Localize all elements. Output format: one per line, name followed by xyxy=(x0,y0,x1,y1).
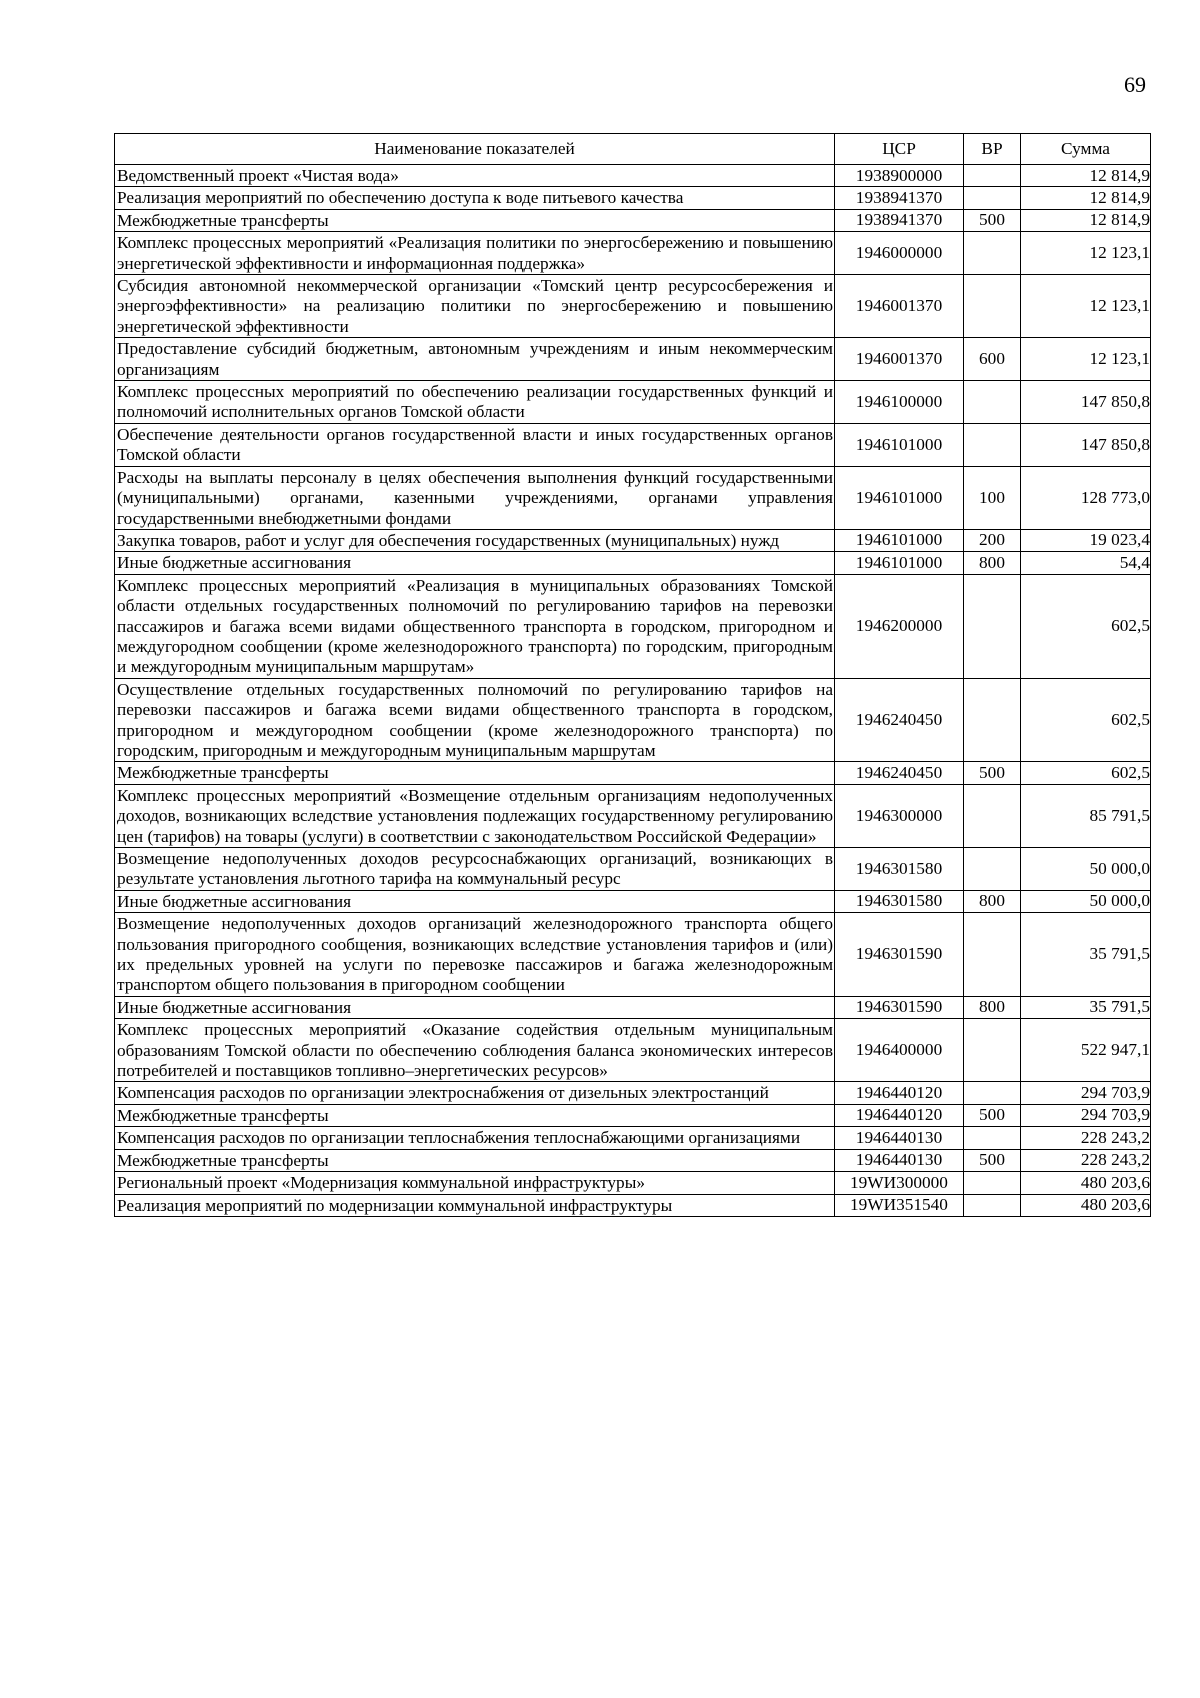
cell-sum: 128 773,0 xyxy=(1021,466,1151,529)
cell-csr: 1946240450 xyxy=(835,762,964,784)
cell-name: Иные бюджетные ассигнования xyxy=(115,890,835,912)
cell-sum: 19 023,4 xyxy=(1021,529,1151,551)
cell-sum: 147 850,8 xyxy=(1021,381,1151,424)
cell-csr: 1946300000 xyxy=(835,784,964,847)
cell-name: Иные бюджетные ассигнования xyxy=(115,996,835,1018)
cell-csr: 1946101000 xyxy=(835,529,964,551)
cell-vr xyxy=(964,1019,1021,1082)
cell-vr xyxy=(964,187,1021,209)
cell-csr: 19WИ351540 xyxy=(835,1194,964,1216)
cell-name: Ведомственный проект «Чистая вода» xyxy=(115,165,835,187)
header-csr: ЦСР xyxy=(835,134,964,165)
cell-csr: 1946301590 xyxy=(835,996,964,1018)
cell-name: Комплекс процессных мероприятий «Оказание содействия отдельным муниципальным образованиям Томской области по обеспечению соблюдения баланса экономических интересов потребителей и поставщиков топливно–энергетических ресурсов» xyxy=(115,1019,835,1082)
cell-csr: 19WИ300000 xyxy=(835,1172,964,1194)
cell-name: Комплекс процессных мероприятий «Реализация политики по энергосбережению и повышению энергетической эффективности и информационная поддержка» xyxy=(115,232,835,275)
cell-name: Межбюджетные трансферты xyxy=(115,762,835,784)
cell-csr: 1946440130 xyxy=(835,1149,964,1171)
cell-vr: 500 xyxy=(964,1149,1021,1171)
cell-sum: 294 703,9 xyxy=(1021,1104,1151,1126)
table-row xyxy=(115,762,1151,784)
cell-csr: 1946240450 xyxy=(835,678,964,762)
cell-name: Предоставление субсидий бюджетным, автономным учреждениям и иным некоммерческим организациям xyxy=(115,338,835,381)
cell-sum: 50 000,0 xyxy=(1021,848,1151,891)
budget-table xyxy=(114,133,1151,1217)
table-row xyxy=(115,381,1151,424)
cell-vr: 500 xyxy=(964,762,1021,784)
table-row xyxy=(115,529,1151,551)
cell-sum: 54,4 xyxy=(1021,552,1151,574)
cell-name: Компенсация расходов по организации теплоснабжения теплоснабжающими организациями xyxy=(115,1127,835,1149)
cell-name: Комплекс процессных мероприятий по обеспечению реализации государственных функций и полномочий исполнительных органов Томской области xyxy=(115,381,835,424)
cell-sum: 35 791,5 xyxy=(1021,996,1151,1018)
cell-sum: 12 814,9 xyxy=(1021,165,1151,187)
table-row xyxy=(115,1019,1151,1082)
cell-sum: 12 814,9 xyxy=(1021,187,1151,209)
cell-vr xyxy=(964,1172,1021,1194)
cell-sum: 480 203,6 xyxy=(1021,1172,1151,1194)
cell-sum: 602,5 xyxy=(1021,574,1151,678)
cell-name: Субсидия автономной некоммерческой организации «Томский центр ресурсосбережения и энергоэффективности» на реализацию политики по энергосбережению и повышению энергетической эффективности xyxy=(115,275,835,338)
cell-csr: 1938941370 xyxy=(835,187,964,209)
cell-csr: 1938941370 xyxy=(835,209,964,231)
cell-vr xyxy=(964,165,1021,187)
cell-sum: 12 123,1 xyxy=(1021,275,1151,338)
table-row xyxy=(115,848,1151,891)
table-row xyxy=(115,1149,1151,1171)
cell-name: Компенсация расходов по организации электроснабжения от дизельных электростанций xyxy=(115,1082,835,1104)
cell-sum: 35 791,5 xyxy=(1021,913,1151,997)
table-row xyxy=(115,890,1151,912)
cell-name: Межбюджетные трансферты xyxy=(115,209,835,231)
table-row xyxy=(115,1194,1151,1216)
table-row xyxy=(115,232,1151,275)
cell-csr: 1946440120 xyxy=(835,1082,964,1104)
header-sum: Сумма xyxy=(1021,134,1151,165)
cell-vr xyxy=(964,1082,1021,1104)
cell-csr: 1946301590 xyxy=(835,913,964,997)
cell-name: Закупка товаров, работ и услуг для обеспечения государственных (муниципальных) нужд xyxy=(115,529,835,551)
cell-sum: 12 123,1 xyxy=(1021,232,1151,275)
cell-sum: 522 947,1 xyxy=(1021,1019,1151,1082)
cell-sum: 85 791,5 xyxy=(1021,784,1151,847)
cell-csr: 1946440120 xyxy=(835,1104,964,1126)
cell-vr: 500 xyxy=(964,209,1021,231)
cell-name: Межбюджетные трансферты xyxy=(115,1104,835,1126)
cell-vr: 600 xyxy=(964,338,1021,381)
table-row xyxy=(115,338,1151,381)
cell-csr: 1946101000 xyxy=(835,552,964,574)
table-row xyxy=(115,187,1151,209)
cell-sum: 294 703,9 xyxy=(1021,1082,1151,1104)
cell-vr xyxy=(964,275,1021,338)
cell-sum: 50 000,0 xyxy=(1021,890,1151,912)
cell-csr: 1946400000 xyxy=(835,1019,964,1082)
cell-vr xyxy=(964,1127,1021,1149)
table-row xyxy=(115,209,1151,231)
cell-sum: 12 814,9 xyxy=(1021,209,1151,231)
cell-vr: 500 xyxy=(964,1104,1021,1126)
cell-name: Расходы на выплаты персоналу в целях обеспечения выполнения функций государственными (муниципальными) органами, казенными учреждениями, органами управления государственными внебюджетными фондами xyxy=(115,466,835,529)
cell-csr: 1946200000 xyxy=(835,574,964,678)
table-body xyxy=(115,165,1151,1217)
cell-name: Межбюджетные трансферты xyxy=(115,1149,835,1171)
cell-csr: 1938900000 xyxy=(835,165,964,187)
cell-vr xyxy=(964,784,1021,847)
cell-name: Реализация мероприятий по модернизации коммунальной инфраструктуры xyxy=(115,1194,835,1216)
cell-csr: 1946001370 xyxy=(835,275,964,338)
table-row xyxy=(115,466,1151,529)
table-header-row xyxy=(115,134,1151,165)
table-row xyxy=(115,996,1151,1018)
cell-vr xyxy=(964,1194,1021,1216)
cell-sum: 602,5 xyxy=(1021,762,1151,784)
cell-vr xyxy=(964,381,1021,424)
table-row xyxy=(115,165,1151,187)
cell-vr xyxy=(964,678,1021,762)
cell-sum: 602,5 xyxy=(1021,678,1151,762)
cell-name: Региональный проект «Модернизация коммунальной инфраструктуры» xyxy=(115,1172,835,1194)
table-row xyxy=(115,913,1151,997)
cell-vr xyxy=(964,232,1021,275)
cell-vr: 200 xyxy=(964,529,1021,551)
cell-vr xyxy=(964,848,1021,891)
table-row xyxy=(115,574,1151,678)
cell-vr: 100 xyxy=(964,466,1021,529)
table-row xyxy=(115,275,1151,338)
cell-vr: 800 xyxy=(964,996,1021,1018)
cell-vr: 800 xyxy=(964,890,1021,912)
cell-csr: 1946000000 xyxy=(835,232,964,275)
cell-sum: 147 850,8 xyxy=(1021,423,1151,466)
table-row xyxy=(115,423,1151,466)
table-row xyxy=(115,678,1151,762)
cell-sum: 228 243,2 xyxy=(1021,1149,1151,1171)
cell-csr: 1946001370 xyxy=(835,338,964,381)
table-row xyxy=(115,784,1151,847)
header-vr: ВР xyxy=(964,134,1021,165)
table-row xyxy=(115,1172,1151,1194)
cell-csr: 1946301580 xyxy=(835,890,964,912)
cell-sum: 480 203,6 xyxy=(1021,1194,1151,1216)
header-name: Наименование показателей xyxy=(115,134,835,165)
cell-vr xyxy=(964,574,1021,678)
cell-name: Иные бюджетные ассигнования xyxy=(115,552,835,574)
table-row xyxy=(115,1082,1151,1104)
cell-csr: 1946301580 xyxy=(835,848,964,891)
table-row xyxy=(115,552,1151,574)
page-number: 69 xyxy=(1124,72,1146,97)
cell-sum: 12 123,1 xyxy=(1021,338,1151,381)
table-row xyxy=(115,1104,1151,1126)
cell-vr: 800 xyxy=(964,552,1021,574)
cell-vr xyxy=(964,913,1021,997)
cell-name: Осуществление отдельных государственных полномочий по регулированию тарифов на перевозки пассажиров и багажа всеми видами общественного транспорта в городском, пригородном и междугородном сообщении (кроме железнодорожного транспорта) по городским, пригородным и междугородным муниципальным маршрутам xyxy=(115,678,835,762)
cell-csr: 1946100000 xyxy=(835,381,964,424)
cell-name: Реализация мероприятий по обеспечению доступа к воде питьевого качества xyxy=(115,187,835,209)
cell-sum: 228 243,2 xyxy=(1021,1127,1151,1149)
cell-name: Обеспечение деятельности органов государственной власти и иных государственных органов Томской области xyxy=(115,423,835,466)
cell-vr xyxy=(964,423,1021,466)
cell-name: Возмещение недополученных доходов ресурсоснабжающих организаций, возникающих в результате установления льготного тарифа на коммунальный ресурс xyxy=(115,848,835,891)
cell-csr: 1946440130 xyxy=(835,1127,964,1149)
cell-name: Возмещение недополученных доходов организаций железнодорожного транспорта общего пользования пригородного сообщения, возникающих вследствие установления тарифов и (или) их предельных уровней на услуги по перевозке пассажиров и багажа железнодорожным транспортом общего пользования в пригородном сообщении xyxy=(115,913,835,997)
cell-csr: 1946101000 xyxy=(835,423,964,466)
cell-name: Комплекс процессных мероприятий «Реализация в муниципальных образованиях Томской области отдельных государственных полномочий по регулированию тарифов на перевозки пассажиров и багажа всеми видами общественного транспорта в городском, пригородном и междугородном сообщении (кроме железнодорожного транспорта) по городским, пригородным и междугородным муниципальным маршрутам» xyxy=(115,574,835,678)
table-row xyxy=(115,1127,1151,1149)
cell-name: Комплекс процессных мероприятий «Возмещение отдельным организациям недополученных доходов, возникающих вследствие установления подлежащих государственному регулированию цен (тарифов) на товары (услуги) в соответствии с законодательством Российской Федерации» xyxy=(115,784,835,847)
cell-csr: 1946101000 xyxy=(835,466,964,529)
